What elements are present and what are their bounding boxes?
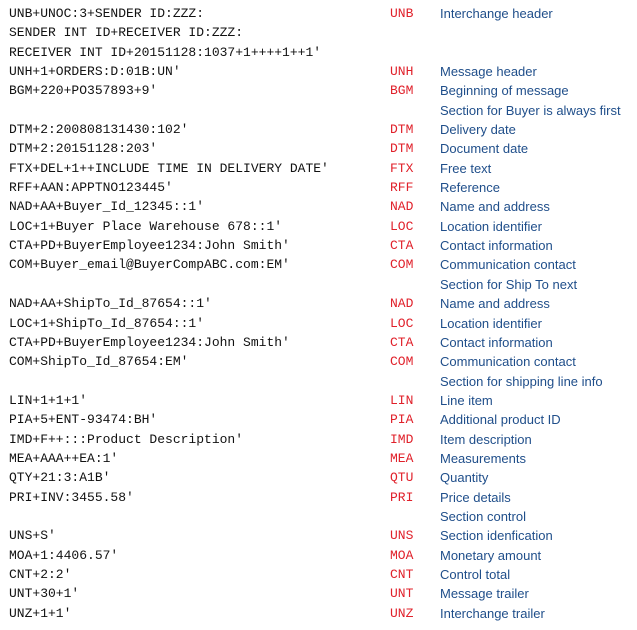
segment-description: Control total xyxy=(440,566,511,582)
segment-tag: LOC xyxy=(390,315,414,331)
segment-row xyxy=(0,178,637,197)
segment-description: Line item xyxy=(440,392,493,408)
segment-row xyxy=(0,62,637,81)
segment-row xyxy=(0,333,637,352)
segment-description: Beginning of message xyxy=(440,83,569,99)
segment-tag: QTU xyxy=(390,470,414,486)
segment-code: UNB+UNOC:3+SENDER ID:ZZZ: xyxy=(9,6,205,21)
segment-code: NAD+AA+Buyer_Id_12345::1' xyxy=(9,199,205,215)
segment-row xyxy=(0,372,637,391)
segment-description: Interchange header xyxy=(440,6,553,21)
segment-code: UNH+1+ORDERS:D:01B:UN' xyxy=(9,64,181,80)
segment-row xyxy=(0,565,637,584)
segment-code: MEA+AAA++EA:1' xyxy=(9,450,119,466)
segment-row xyxy=(0,604,637,623)
segment-row xyxy=(0,139,637,158)
segment-description: Free text xyxy=(440,160,492,176)
segment-code: RFF+AAN:APPTNO123445' xyxy=(9,180,173,196)
segment-row xyxy=(0,352,637,371)
segment-description: Quantity xyxy=(440,470,489,486)
segment-tag: IMD xyxy=(390,431,414,447)
segment-description: Communication contact xyxy=(440,354,576,370)
segment-code: CTA+PD+BuyerEmployee1234:John Smith' xyxy=(9,334,290,350)
segment-tag: CNT xyxy=(390,566,414,582)
segment-row xyxy=(0,410,637,429)
segment-code: BGM+220+PO357893+9' xyxy=(9,83,158,99)
segment-code: DTM+2:200808131430:102' xyxy=(9,122,189,138)
segment-description: Reference xyxy=(440,180,500,196)
segment-tag: UNT xyxy=(390,586,414,602)
segment-row xyxy=(0,314,637,333)
segment-code: MOA+1:4406.57' xyxy=(9,547,119,563)
segment-row xyxy=(0,488,637,507)
segment-code: CNT+2:2' xyxy=(9,566,72,582)
segment-tag: UNS xyxy=(390,528,414,544)
segment-tag: UNH xyxy=(390,64,414,80)
segment-tag: PRI xyxy=(390,489,414,505)
segment-description: Section for shipping line info xyxy=(440,373,603,389)
segment-row xyxy=(0,159,637,178)
segment-row xyxy=(0,236,637,255)
segment-description: Monetary amount xyxy=(440,547,542,563)
segment-row xyxy=(0,430,637,449)
segment-tag: FTX xyxy=(390,160,414,176)
segment-code: NAD+AA+ShipTo_Id_87654::1' xyxy=(9,296,212,312)
segment-description: Section for Ship To next xyxy=(440,276,578,292)
segment-code: DTM+2:20151128:203' xyxy=(9,141,158,157)
segment-code: LOC+1+ShipTo_Id_87654::1' xyxy=(9,315,205,331)
segment-tag: DTM xyxy=(390,122,414,138)
segment-row xyxy=(0,101,637,120)
segment-code: RECEIVER INT ID+20151128:1037+1++++1++1' xyxy=(9,44,322,60)
segment-code: LOC+1+Buyer Place Warehouse 678::1' xyxy=(9,218,283,234)
segment-description: Price details xyxy=(440,489,511,505)
segment-code: PIA+5+ENT-93474:BH' xyxy=(9,412,158,428)
segment-code: COM+Buyer_email@BuyerCompABC.com:EM' xyxy=(9,257,290,273)
segment-code: IMD+F++:::Product Description' xyxy=(9,431,244,447)
segment-row xyxy=(0,255,637,274)
segment-code: UNS+S' xyxy=(9,528,56,544)
segment-row xyxy=(0,507,637,526)
segment-tag: RFF xyxy=(390,180,414,196)
segment-code: QTY+21:3:A1B' xyxy=(9,470,111,486)
segment-code: UNZ+1+1' xyxy=(9,605,72,621)
segment-tag: COM xyxy=(390,257,414,273)
segment-tag: UNZ xyxy=(390,605,414,621)
segment-description: Item description xyxy=(440,431,532,447)
segment-description: Section control xyxy=(440,508,526,524)
segment-description: Location identifier xyxy=(440,315,542,331)
segment-tag: UNB xyxy=(390,6,414,21)
segment-row xyxy=(0,43,637,62)
segment-description: Name and address xyxy=(440,296,550,312)
segment-row xyxy=(0,197,637,216)
segment-description: Contact information xyxy=(440,334,553,350)
segment-tag: LOC xyxy=(390,218,414,234)
segment-row xyxy=(0,81,637,100)
segment-description: Delivery date xyxy=(440,122,516,138)
segment-row xyxy=(0,120,637,139)
segment-row xyxy=(0,468,637,487)
segment-description: Communication contact xyxy=(440,257,576,273)
segment-tag: CTA xyxy=(390,334,414,350)
segment-tag: LIN xyxy=(390,392,414,408)
segment-row xyxy=(0,23,637,42)
segment-description: Contact information xyxy=(440,238,553,254)
segment-tag: NAD xyxy=(390,296,414,312)
segment-description: Section for Buyer is always first xyxy=(440,102,621,118)
segment-tag: MOA xyxy=(390,547,414,563)
segment-row xyxy=(0,584,637,603)
segment-row xyxy=(0,217,637,236)
segment-code: COM+ShipTo_Id_87654:EM' xyxy=(9,354,189,370)
segment-code: LIN+1+1+1' xyxy=(9,392,88,408)
segment-tag: NAD xyxy=(390,199,414,215)
segment-row xyxy=(0,546,637,565)
segment-tag: DTM xyxy=(390,141,414,157)
segment-row xyxy=(0,526,637,545)
segment-tag: BGM xyxy=(390,83,414,99)
segment-description: Message trailer xyxy=(440,586,529,602)
segment-description: Measurements xyxy=(440,450,526,466)
segment-description: Section idenfication xyxy=(440,528,553,544)
segment-description: Additional product ID xyxy=(440,412,561,428)
segment-row xyxy=(0,391,637,410)
segment-row xyxy=(0,294,637,313)
segment-description: Message header xyxy=(440,64,537,80)
segment-tag: PIA xyxy=(390,412,414,428)
segment-description: Name and address xyxy=(440,199,550,215)
segment-code: UNT+30+1' xyxy=(9,586,80,602)
segment-description: Interchange trailer xyxy=(440,605,545,621)
segment-description: Document date xyxy=(440,141,529,157)
segment-code: SENDER INT ID+RECEIVER ID:ZZZ: xyxy=(9,25,244,41)
segment-tag: CTA xyxy=(390,238,414,254)
segment-tag: COM xyxy=(390,354,414,370)
segment-code: CTA+PD+BuyerEmployee1234:John Smith' xyxy=(9,238,290,254)
segment-description: Location identifier xyxy=(440,218,542,234)
segment-row xyxy=(0,4,637,23)
segment-code: FTX+DEL+1++INCLUDE TIME IN DELIVERY DATE' xyxy=(9,160,329,176)
segment-row xyxy=(0,275,637,294)
segment-code: PRI+INV:3455.58' xyxy=(9,489,134,505)
segment-row xyxy=(0,449,637,468)
segment-tag: MEA xyxy=(390,450,414,466)
